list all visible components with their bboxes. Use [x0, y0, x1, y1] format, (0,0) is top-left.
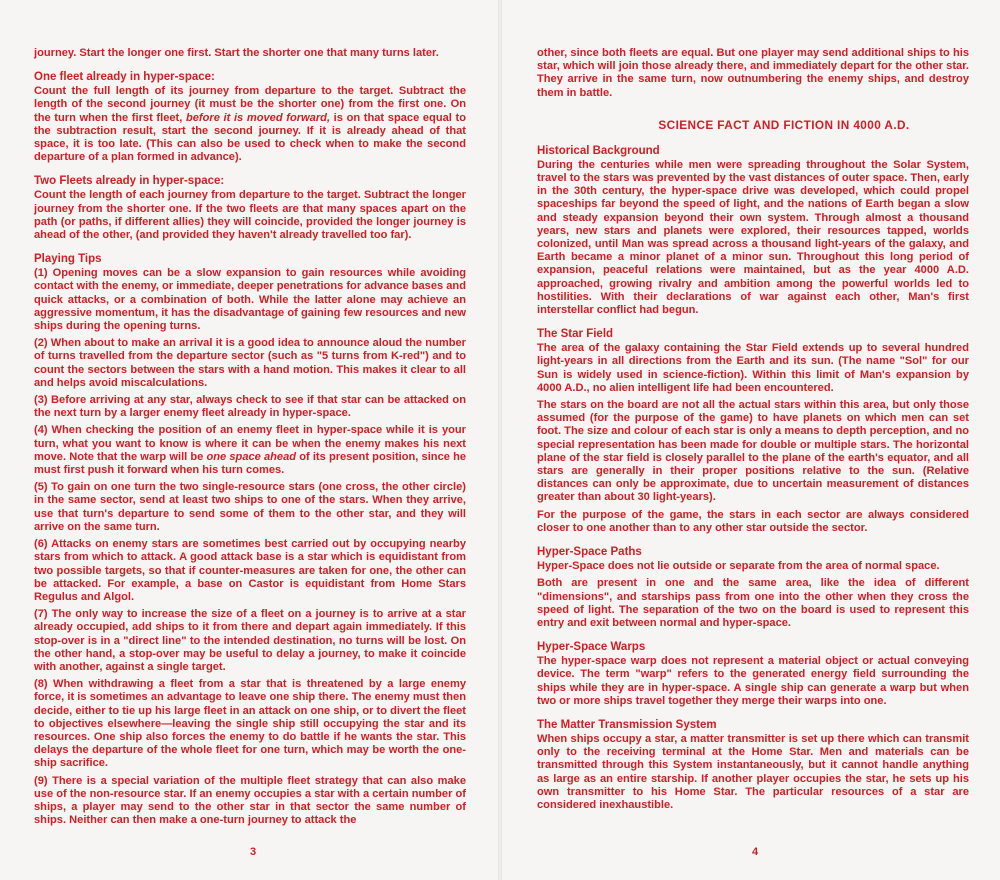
- paragraph-two-fleets: Count the length of each journey from departure to the target. Subtract the longer journey from the shorter one. If the two fleets are that many spaces apart on the path (or paths, if different allies) they will coincide, provided the longer journey is ahead of the other, (and provided they haven't already travelled too far).: [34, 189, 466, 242]
- paragraph-paths-2: Both are present in one and the same area, like the idea of different "dimensions", and starships pass from one into the other when they cross the speed of light. The separation of the two on the board is used to represent this entry and exit between normal and hyper-space.: [537, 577, 969, 629]
- heading-one-fleet: One fleet already in hyper-space:: [34, 71, 215, 84]
- left-column: [34, 47, 466, 831]
- tip-3: (3) Before arriving at any star, always check to see if that star can be attacked on the next turn by a larger enemy fleet already in hyper-space.: [34, 394, 466, 420]
- page-number-left: 3: [250, 846, 257, 858]
- paragraph-star-field-2: The stars on the board are not all the actual stars within this area, but only those assumed (for the purpose of the game) to have planets on which men can set foot. The size and colour of each star is only a means to depth perception, and no special representation has been made for double or multiple stars. The horizontal plane of the star field is closely parallel to the plane of the earth's equator, and all stars are generally in their proper positions relative to the sun. (Relative distances can only be approximate, due to uncertain measurement of distances greater than about 30 light-years).: [537, 399, 969, 504]
- heading-historical-background: Historical Background: [537, 144, 660, 157]
- paragraph-historical-background: During the centuries while men were spreading throughout the Solar System, travel to the stars was prevented by the vast distances of outer space. Then, early in the 30th century, the hyper-space drive was developed, which could propel spaceships far beyond the speed of light, and the nations of Earth began a slow and steady expansion beyond their own system. Through almost a thousand years, new stars and planets were explored, their resources tapped, worlds colonized, until Man was spread across a thousand light-years of the galaxy, and Earth became a minor planet of a minor sun. Throughout this long period of expansion, peaceful relations were maintained, but as the year 4000 A.D. approached, growing rivalry and ambition among the powerful worlds led to hostilities. With their declarations of war against each other, Man's first interstellar conflict had begun.: [537, 158, 969, 317]
- tip-8: (8) When withdrawing a fleet from a star that is threatened by a large enemy force, it is sometimes an advantage to leave one ship there. The enemy must then decide, either to tie up his large fleet in an attack on one ship, or to divert the fleet to objectives elsewhere—leaving the single ship still occupying the star and its resources. One ship also forces the enemy to do battle if he wants the star. This delays the departure of the whole fleet for one turn, which may be worth the one-ship sacrifice.: [34, 678, 466, 770]
- tip-2: (2) When about to make an arrival it is a good idea to announce aloud the number of turns travelled from the departure sector (such as "5 turns from K-red") and to count the sectors between the stars with a hand motion. This makes it clear to all and helps avoid miscalculations.: [34, 337, 466, 389]
- paragraph-star-field-1: The area of the galaxy containing the Star Field extends up to several hundred light-years in all directions from the Earth and its sun. (The name "Sol" for our Sun is widely used in science-fiction). Within this limit of Man's expansion by 4000 A.D., no alien intelligent life had been encountered.: [537, 342, 969, 394]
- heading-two-fleets: Two Fleets already in hyper-space:: [34, 175, 225, 188]
- paragraph-one-fleet: Count the full length of its journey from departure to the target. Subtract the length of the second journey (it must be the shorter one) from the first one. On the turn when the first fleet, before it is moved forward, is on that space equal to the subtraction result, start the second journey. If it is already ahead of that space, it is too late. (This can also be used to check when to make the second departure of a plan formed in advance).: [34, 85, 466, 164]
- tip-6: (6) Attacks on enemy stars are sometimes best carried out by occupying nearby stars from which to attack. A good attack base is a star which is equidistant from two possible targets, so that if counter-measures are taken for one, the other can be attacked. For example, a base on Castor is equidistant from Home Stars Regulus and Algol.: [34, 538, 466, 603]
- heading-matter-transmission: The Matter Transmission System: [537, 718, 717, 731]
- intro-paragraph: journey. Start the longer one first. Start the shorter one that many turns later.: [34, 47, 439, 59]
- tip-5: (5) To gain on one turn the two single-resource stars (one cross, the other circle) in the same sector, send at least two ships to one of the stars. When they arrive, use that turn's departure to send some of them to the other star, and they will arrive on the same turn.: [34, 481, 466, 533]
- tip-1: (1) Opening moves can be a slow expansion to gain resources while avoiding contact with the enemy, or immediate, deeper penetrations for advance bases and quick attacks, or a combination of both. While the latter alone may achieve an aggressive momentum, it has the disadvantage of gaining few resources and new ships during the opening turns.: [34, 267, 466, 333]
- left-page: [0, 0, 498, 880]
- paragraph-warps: The hyper-space warp does not represent a material object or actual conveying device. The term "warp" refers to the generated energy field surrounding the ships while they are in hyper-space. A single ship can generate a warp but when two or more ships travel together they merge their warps into one.: [537, 655, 969, 707]
- tip-9: (9) There is a special variation of the multiple fleet strategy that can also make use of the non-resource star. If an enemy occupies a star with a certain number of ships, a player may send to the other star in that sector the same number of ships. Neither can then make a one-turn journey to attack the: [34, 774, 466, 827]
- page-number-right: 4: [752, 846, 759, 858]
- tip-7: (7) The only way to increase the size of a fleet on a journey is to arrive at a star already occupied, add ships to it from there and depart again immediately. If this stop-over is in a "direct line" to the intended destination, no turns will be lost. On the other hand, a stop-over may be useful to delay a journey, to make it coincide with another, against a single target.: [34, 608, 466, 673]
- emphasis-before-moved: before it is moved forward,: [185, 111, 331, 124]
- right-page: [502, 0, 1000, 880]
- heading-hyper-space-warps: Hyper-Space Warps: [537, 641, 646, 654]
- paragraph-matter-transmission: When ships occupy a star, a matter transmitter is set up there which can transmit only to the receiving terminal at the Home Star. Men and materials can be transmitted through this System instantaneously, but it cannot handle anything as large as an entire starship. If another player occupies the star, he sets up his own transmitter to his Home Star. The particular resources of a star are considered inexhaustible.: [537, 732, 969, 811]
- continued-paragraph: other, since both fleets are equal. But one player may send additional ships to his star, which will join those already there, and immediately depart for the other star. They arrive in the same turn, now outnumbering the enemy ships, and destroy them in battle.: [537, 47, 969, 99]
- heading-star-field: The Star Field: [537, 328, 614, 341]
- section-title: SCIENCE FACT AND FICTION IN 4000 A.D.: [658, 117, 910, 132]
- heading-playing-tips: Playing Tips: [34, 253, 102, 266]
- paragraph-star-field-3: For the purpose of the game, the stars in each sector are always considered closer to one another than to any other star outside the sector.: [537, 508, 969, 534]
- paragraph-paths-1: Hyper-Space does not lie outside or separate from the area of normal space.: [537, 560, 940, 573]
- heading-hyper-space-paths: Hyper-Space Paths: [537, 546, 642, 559]
- tip-4: (4) When checking the position of an enemy fleet in hyper-space while it is your turn, what you want to know is where it can be when the enemy makes his next move. Note that the warp will be one space ahead of its present position, since he must first push it forward when his turn comes.: [34, 424, 467, 477]
- right-column: [537, 47, 969, 816]
- emphasis-one-space-ahead: one space ahead: [206, 450, 297, 463]
